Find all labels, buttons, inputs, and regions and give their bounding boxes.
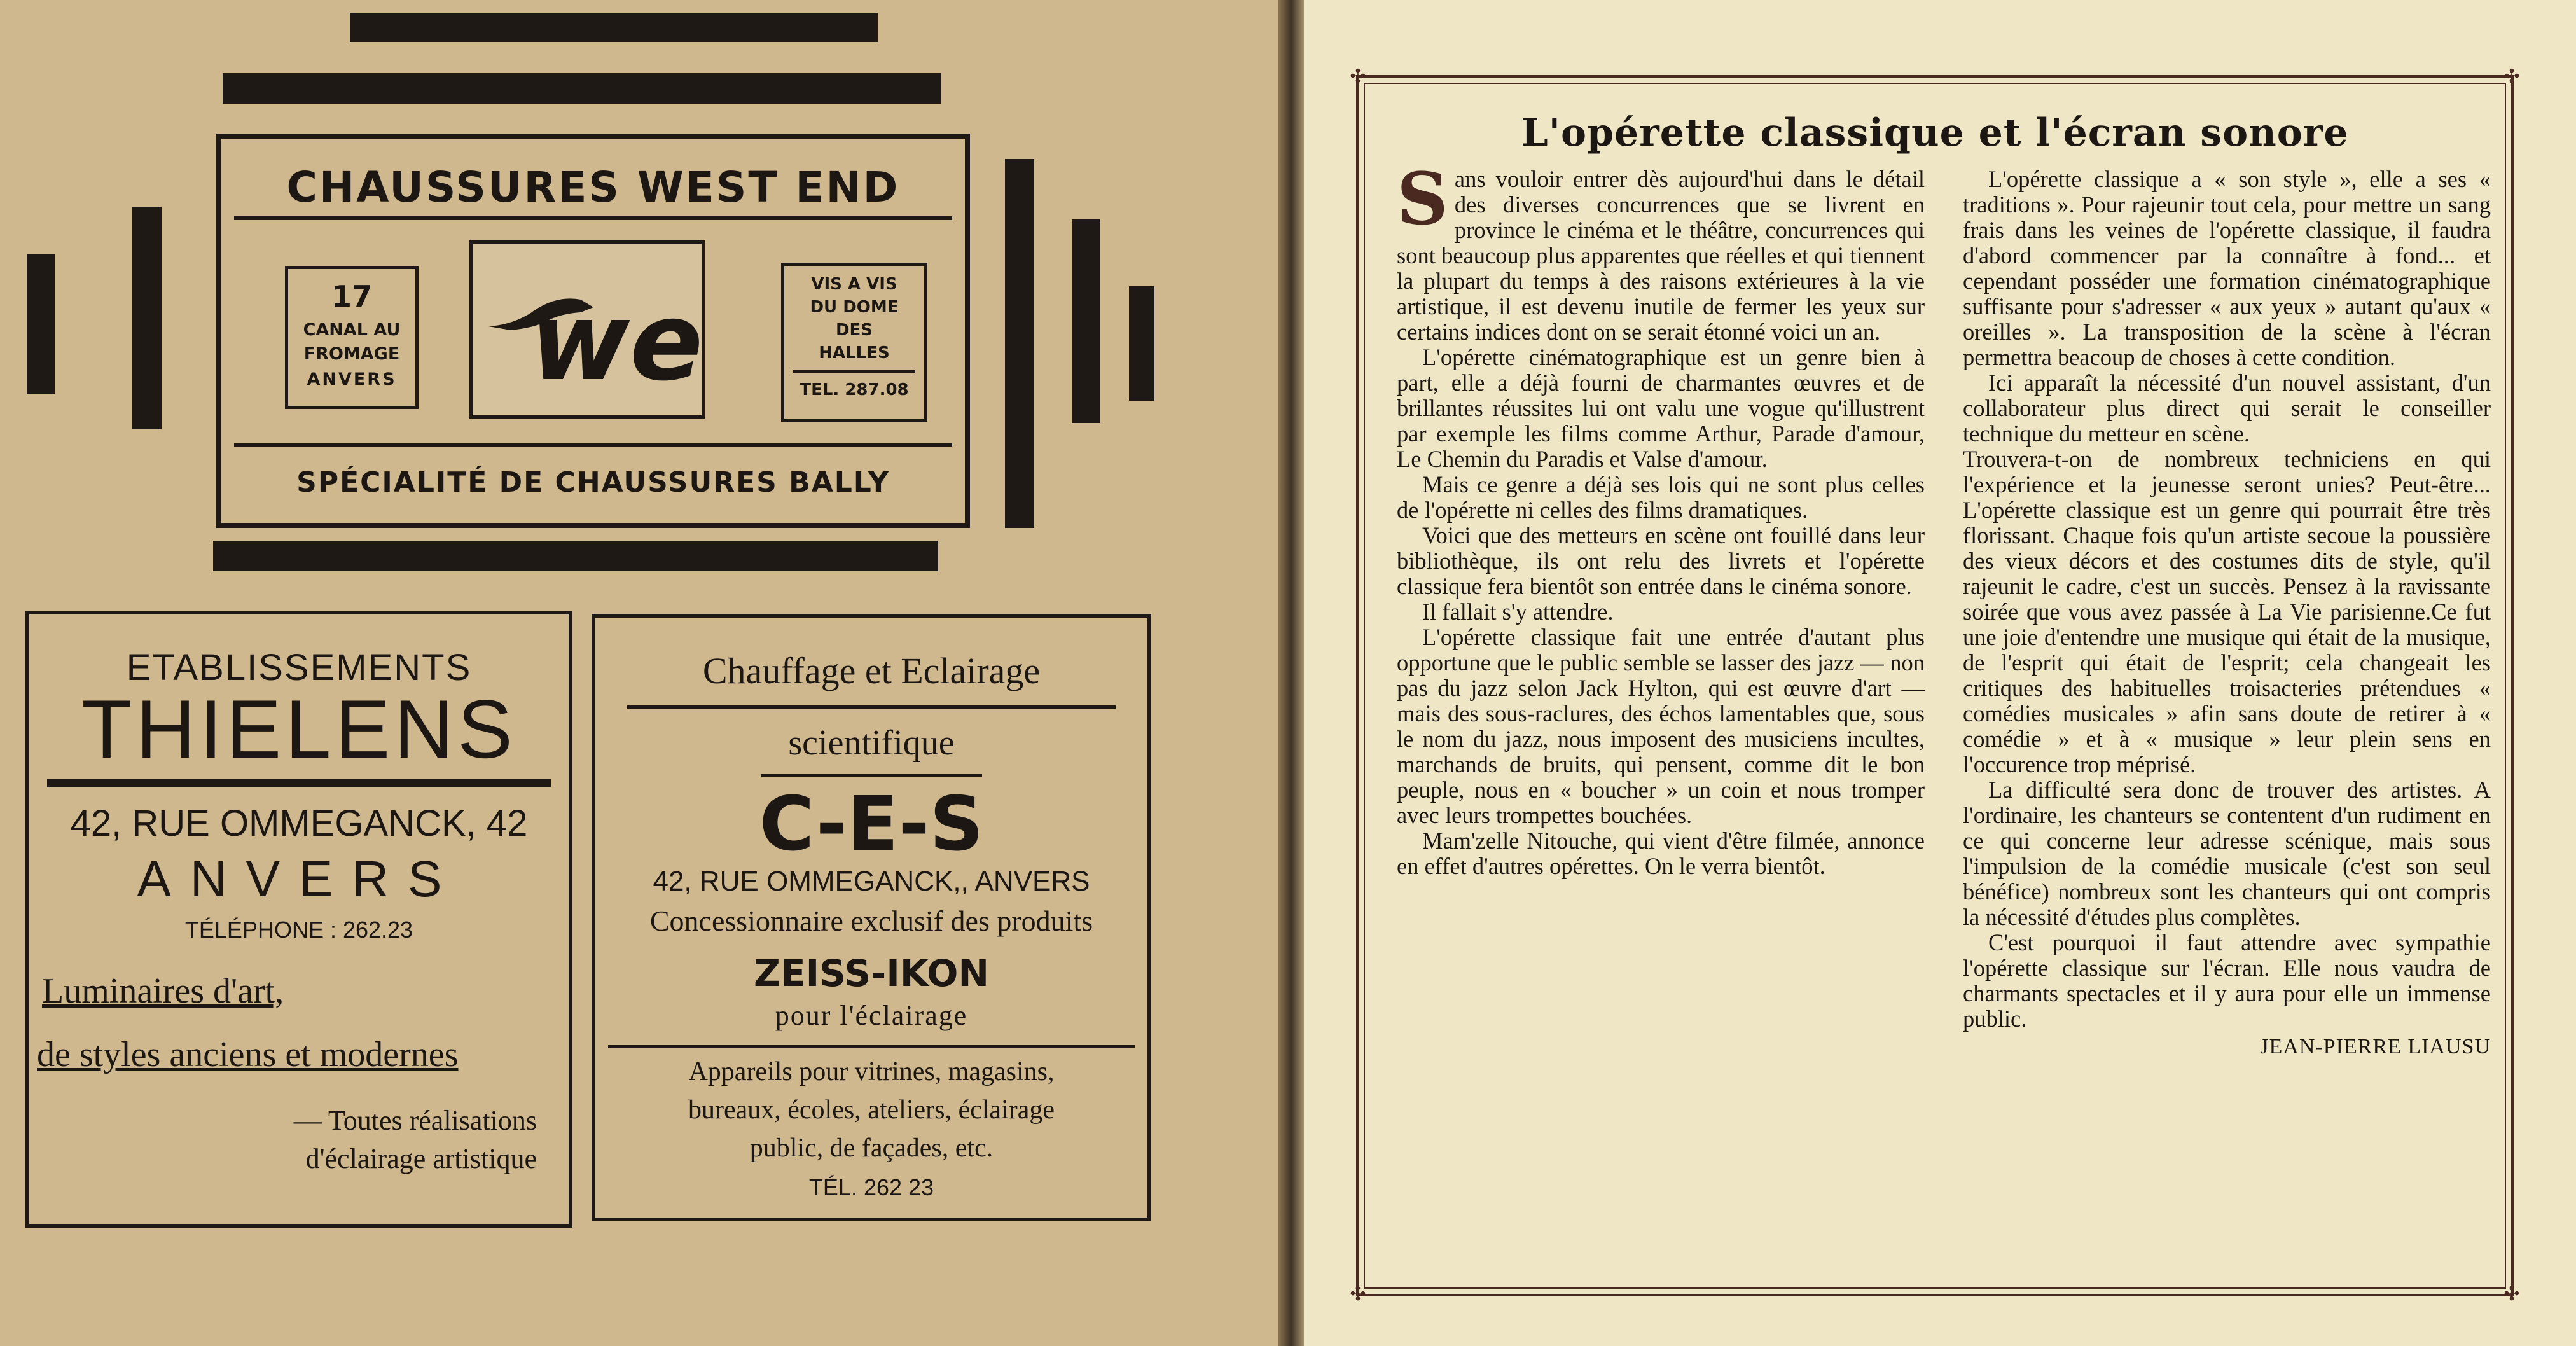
west-end-logo-text: we [530,279,703,405]
corner-ornament: ✣ [2503,1283,2520,1305]
deco-bar [213,541,938,571]
ces-heading: Chauffage et Eclairage [702,650,1041,691]
article-paragraph: Sans vouloir entrer dès aujourd'hui dans le détail des diverses concurrences que se livrent en province le cinéma et le théâtre, concurrences qui sont beaucoup plus apparentes que réelles et qui tiennent la plupart du temps à des raisons extérieures à la vie artistique, il est devenu inutile de fermer les yeux sur certains indices dont on se serait étonné voici un an. [1397,158,1925,345]
deco-bar [27,254,55,394]
article-paragraph: L'opérette classique a « son style », elle a ses « traditions ». Pour rajeunir tout cela, pour mettre un sang frais dans les veines de l'opérette classique, il faudra d'abord commencer par la connaître à fond... et cependant posséder une formation cinématographique suffisante pour s'adresser « aux yeux » autant qu'aux « oreilles ». La transposition de la scène à l'écran permettra beacoup de choses à cette condition. [1963,166,2491,370]
corner-ornament: ✣ [1350,1283,1366,1305]
deco-bar [1129,286,1154,401]
article-paragraph: Mam'zelle Nitouche, qui vient d'être filmée, annonce en effet d'autres opérettes. On le verra bientôt. [1397,828,1925,879]
west-end-address-line: FROMAGE [303,344,400,364]
ces-heading: scientifique [788,723,955,763]
ces-address: 42, RUE OMMEGANCK,, ANVERS [653,866,1090,897]
corner-ornament: ✣ [2503,66,2520,88]
divider [47,779,551,787]
divider [234,216,952,220]
drop-cap: S [1397,158,1448,241]
divider [234,443,952,447]
deco-bar [1005,159,1034,528]
divider [627,705,1116,709]
article-paragraph: C'est pourquoi il faut attendre avec sympathie l'opérette classique sur l'écran. Elle nous vaudra de charmants spectacles et il y aura pour elle un immense public. [1963,929,2491,1032]
ces-products: public, de façades, etc. [749,1134,994,1163]
ces-ad [592,614,1151,1221]
book-gutter [1278,0,1304,1346]
corner-ornament: ✣ [1350,66,1366,88]
west-end-specialty: SPÉCIALITÉ DE CHAUSSURES BALLY [296,466,890,499]
article-page [1304,0,2576,1346]
west-end-name: CHAUSSURES WEST END [286,163,900,212]
article-paragraph: L'opérette classique fait une entrée d'autant plus opportune que le public semble se lasser des jazz — non pas du jazz selon Jack Hylton, qui est œuvre d'art — mais des sous-raclures, des échos lamentables que, sous le nom du jazz, nous imposent des musiciens incultes, marchands de bruits, qui pensent, comme dit le bon peuple, nous en « boucher » un coin et nous tromper avec leurs trompettes bouchées. [1397,624,1925,828]
thielens-address: 42, RUE OMMEGANCK, 42 [70,803,528,844]
article-paragraph: Ici apparaît la nécessité d'un nouvel assistant, d'un collaborateur plus direct qui serait le conseiller technique du metteur en scène. [1963,370,2491,447]
ces-products: bureaux, écoles, ateliers, éclairage [688,1095,1055,1125]
west-end-address-box [285,266,419,409]
west-end-location-line: HALLES [819,343,890,363]
west-end-address-line: ANVERS [307,370,397,389]
thielens-tagline: Luminaires d'art, [42,971,284,1011]
west-end-number: 17 [331,279,372,314]
thielens-ad [25,611,572,1228]
divider [793,370,915,373]
west-end-location-line: VIS A VIS [811,275,897,294]
article-column-right [1963,167,2491,1060]
west-end-address-line: CANAL AU [303,320,401,340]
deco-bar [350,13,878,42]
article-title: L'opérette classique et l'écran sonore [1521,111,2349,155]
article-paragraph: Mais ce genre a déjà ses lois qui ne sont plus celles de l'opérette ni celles des films dramatiques. [1397,471,1925,523]
ces-concession: Concessionnaire exclusif des produits [649,905,1093,937]
deco-bar [1072,219,1100,423]
deco-bar [132,207,162,429]
article-frame [1350,66,2520,1305]
thielens-tagline: d'éclairage artistique [305,1143,537,1174]
ces-phone: TÉL. 262 23 [808,1174,934,1200]
article-paragraph: La difficulté sera donc de trouver des artistes. A l'ordinaire, les chanteurs se contentent d'un rudiment en ce qui concerne leur adresse scénique, mais sous l'impulsion de la comédie musicale (c'est son seul bénéfice) nombreux sont les chanteurs qui ont compris la nécessité d'études plus complètes. [1963,777,2491,930]
west-end-phone: TEL. 287.08 [800,380,909,399]
divider [761,774,982,777]
thielens-name: THIELENS [81,683,516,775]
ces-products: Appareils pour vitrines, magasins, [688,1057,1055,1086]
article-column-left [1397,158,1925,879]
deco-bar [223,73,941,104]
ces-brand: ZEISS-IKON [753,952,990,995]
thielens-phone: TÉLÉPHONE : 262.23 [184,917,413,943]
article-paragraph: L'opérette cinématographique est un genre bien à part, elle a déjà fourni de charmantes œuvres et de brillantes réussites lui ont valu une vogue qu'illustrent par exemple les films comme Arthur, Parade d'amour, Le Chemin du Paradis et Valse d'amour. [1397,344,1925,472]
thielens-tagline: de styles anciens et modernes [37,1035,459,1074]
divider [608,1045,1135,1048]
thielens-city: ANVERS [137,850,461,907]
west-end-location-line: DU DOME [810,298,899,317]
article-paragraph: Trouvera-t-on de nombreux techniciens en qui l'expérience et la jeunesse seront unies? Peut-être... L'opérette classique est un genre qui pourrait être très florissant. Chaque fois qu'un artiste secoue la poussière des vieux décors et des costumes dits de style, qu'il rajeunit le cadre, c'est un succès. Pensez à la ravissante soirée que vous avez passée à La Vie parisienne.Ce fut une joie d'entendre une musique qui était de la musique, de l'esprit qui était de l'esprit; cela changeait les critiques des habituelles troisacteries prétendues « comédies musicales » afin sans doute de retirer à « comédie » et à « musique » leur plein sens en l'occurence trop méprisé. [1963,446,2491,777]
west-end-ad [216,134,970,528]
article-paragraph: Il fallait s'y attendre. [1422,599,1614,625]
west-end-logo [469,240,705,419]
west-end-location-line: DES [835,321,873,340]
ces-brand-sub: pour l'éclairage [775,1000,968,1031]
thielens-line1: ETABLISSEMENTS [126,647,472,688]
advertisement-page [0,0,1278,1346]
article-signature: JEAN-PIERRE LIAUSU [2260,1035,2491,1058]
ces-name: C-E-S [759,780,984,868]
west-end-location-box [781,263,927,422]
thielens-tagline: — Toutes réalisations [293,1105,537,1136]
article-paragraph: Voici que des metteurs en scène ont fouillé dans leur bibliothèque, ils ont relu des livrets et l'opérette classique fera bientôt son entrée dans le cinéma sonore. [1397,522,1925,599]
